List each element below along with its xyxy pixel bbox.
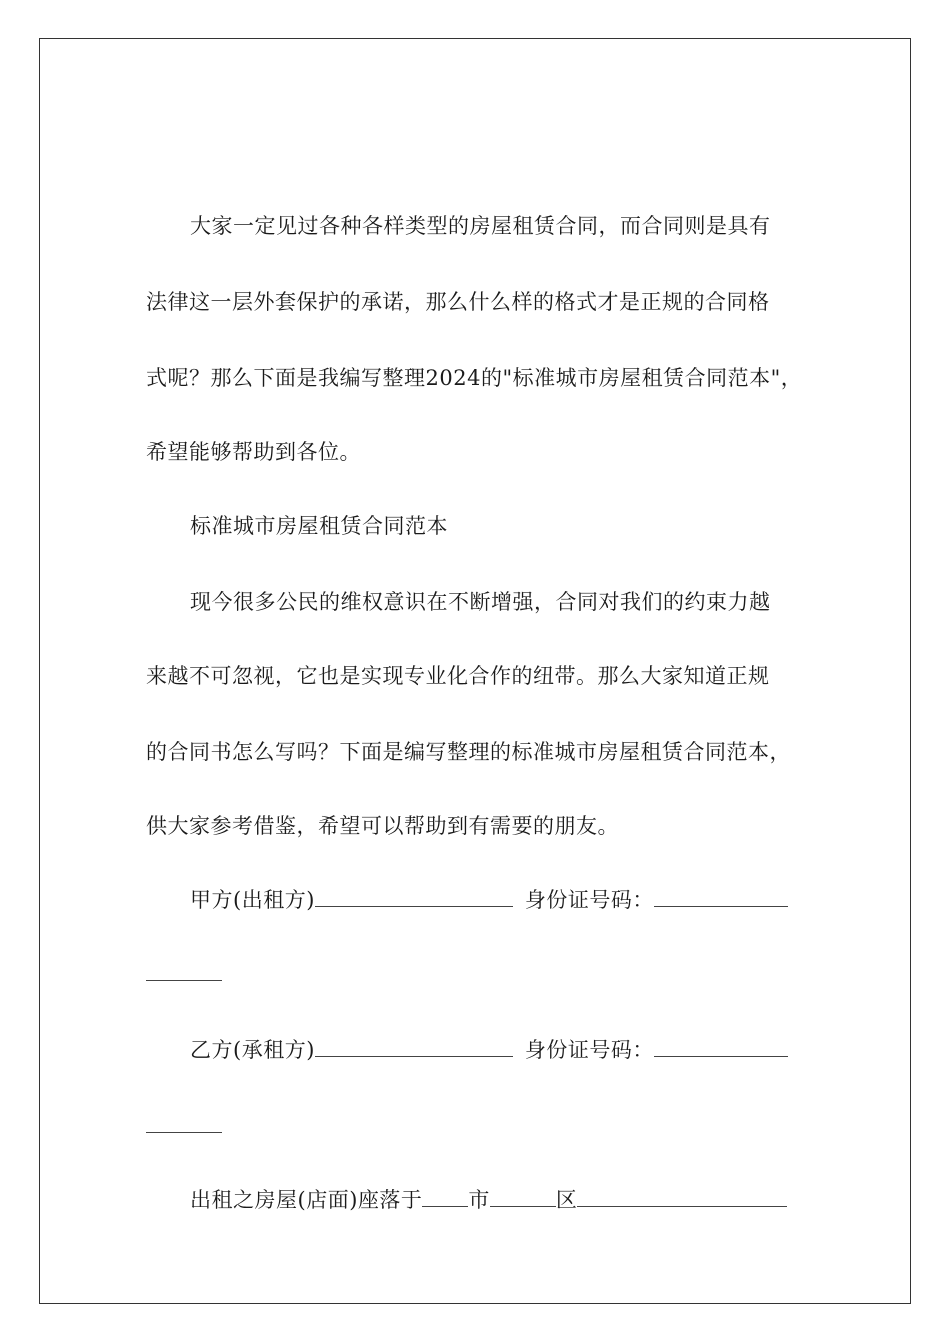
party-b-name-blank[interactable] — [315, 1036, 513, 1057]
preface-line-1: 现今很多公民的维权意识在不断增强，合同对我们的约束力越 — [190, 590, 771, 614]
preface-line-4: 供大家参考借鉴，希望可以帮助到有需要的朋友。 — [146, 814, 619, 838]
preface-line-3: 的合同书怎么写吗？下面是编写整理的标准城市房屋租赁合同范本， — [146, 740, 791, 764]
intro-line-2: 法律这一层外套保护的承诺，那么什么样的格式才是正规的合同格 — [146, 290, 770, 314]
city-label: 市 — [468, 1188, 490, 1212]
party-b-label: 乙方(承租方) — [190, 1038, 315, 1062]
preface-line-2: 来越不可忽视，它也是实现专业化合作的纽带。那么大家知道正规 — [146, 664, 770, 688]
party-a-id-blank-continued[interactable] — [146, 980, 222, 981]
party-a-id-label: 身份证号码： — [524, 888, 654, 912]
document-title: 标准城市房屋租赁合同范本 — [190, 514, 448, 538]
party-b-id-label: 身份证号码： — [524, 1038, 654, 1062]
city-blank[interactable] — [422, 1186, 468, 1207]
party-a-name-blank[interactable] — [315, 886, 513, 907]
address-blank[interactable] — [577, 1186, 787, 1207]
party-a-row — [190, 886, 788, 914]
location-prefix: 出租之房屋(店面)座落于 — [190, 1188, 423, 1212]
intro-line-1: 大家一定见过各种各样类型的房屋租赁合同，而合同则是具有 — [190, 214, 771, 238]
party-a-id-blank[interactable] — [654, 886, 788, 907]
intro-line-4: 希望能够帮助到各位。 — [146, 440, 361, 464]
party-b-row — [190, 1036, 788, 1064]
intro-line-3: 式呢？那么下面是我编写整理2024的"标准城市房屋租赁合同范本"， — [146, 366, 803, 390]
district-label: 区 — [555, 1188, 578, 1212]
party-b-id-blank[interactable] — [654, 1036, 788, 1057]
party-b-id-blank-continued[interactable] — [146, 1132, 222, 1133]
location-row — [190, 1186, 787, 1214]
district-blank[interactable] — [490, 1186, 556, 1207]
party-a-label: 甲方(出租方) — [190, 888, 315, 912]
